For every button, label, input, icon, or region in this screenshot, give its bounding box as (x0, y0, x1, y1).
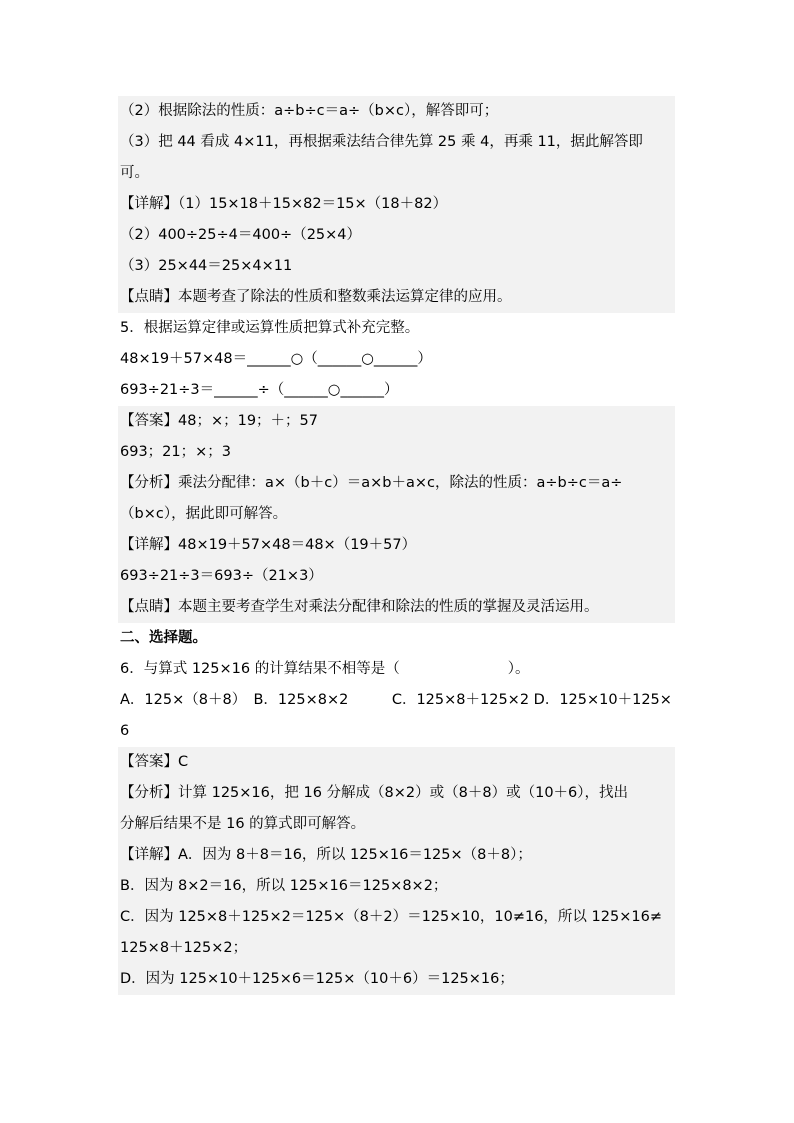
text-line: 693；21；×；3 (118, 437, 675, 468)
question-5-formula-2: 693÷21÷3＝______÷（______○______） (120, 382, 399, 398)
text-line: 【详解】（1）15×18＋15×82＝15×（18＋82） (118, 189, 675, 220)
text-line: 【点睛】本题考查了除法的性质和整数乘法运算定律的应用。 (118, 282, 675, 313)
text-line: （2）根据除法的性质：a÷b÷c＝a÷（b×c），解答即可； (118, 96, 675, 127)
text-line: 【详解】48×19＋57×48＝48×（19＋57） (118, 530, 675, 561)
text-line: D．因为 125×10＋125×6＝125×（10＋6）＝125×16； (118, 964, 675, 995)
text-line: 【分析】计算 125×16，把 16 分解成（8×2）或（8＋8）或（10＋6），找出 (118, 778, 675, 809)
text-line: 【分析】乘法分配律：a×（b＋c）＝a×b＋a×c，除法的性质：a÷b÷c＝a÷ (118, 468, 675, 499)
text-line: 693÷21÷3＝693÷（21×3） (118, 561, 675, 592)
question-6-options-cont: 6 (120, 723, 130, 739)
question-5-title: 5．根据运算定律或运算性质把算式补充完整。 (120, 320, 420, 336)
text-line: 125×8＋125×2； (118, 933, 675, 964)
text-line: 【答案】48；×；19；＋；57 (118, 406, 675, 437)
text-line: （2）400÷25÷4＝400÷（25×4） (118, 220, 675, 251)
text-line: （b×c），据此即可解答。 (118, 499, 675, 530)
text-line: 分解后结果不是 16 的算式即可解答。 (118, 809, 675, 840)
text-line: 可。 (118, 158, 675, 189)
text-line: （3）25×44＝25×4×11 (118, 251, 675, 282)
text-line: 【答案】C (118, 747, 675, 778)
text-line: 【详解】A．因为 8＋8＝16，所以 125×16＝125×（8＋8）； (118, 840, 675, 871)
question-6-stem: 6．与算式 125×16 的计算结果不相等是（ (120, 661, 400, 677)
question-6-stem-end: ）。 (507, 661, 530, 677)
question-5-formula-1: 48×19＋57×48＝______○（______○______） (120, 351, 432, 367)
text-line: C．因为 125×8＋125×2＝125×（8＋2）＝125×10，10≠16，所以 125×16≠ (118, 902, 675, 933)
text-line: B．因为 8×2＝16，所以 125×16＝125×8×2； (118, 871, 675, 902)
question-6-title (118, 654, 675, 685)
text-line: 【点睛】本题主要考查学生对乘法分配律和除法的性质的掌握及灵活运用。 (118, 592, 675, 623)
question-6-options: A．125×（8＋8） B．125×8×2 C．125×8＋125×2 D．125×10＋125× (120, 692, 672, 708)
section-heading: 二、选择题。 (120, 630, 207, 646)
text-line: （3）把 44 看成 4×11，再根据乘法结合律先算 25 乘 4，再乘 11，据此解答即 (118, 127, 675, 158)
